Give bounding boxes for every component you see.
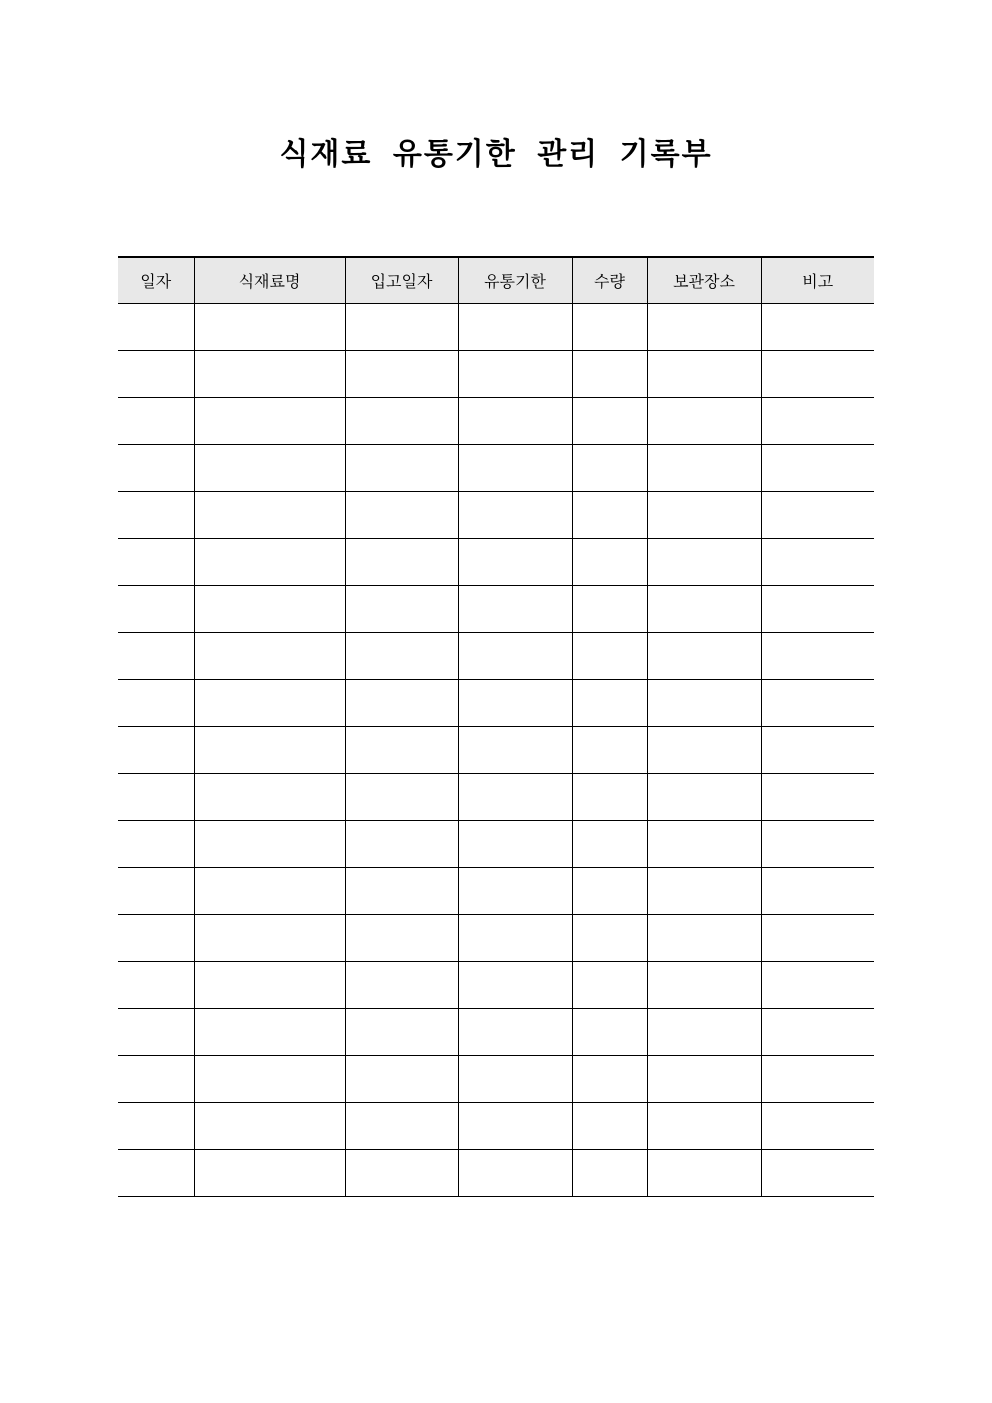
remarks-cell[interactable] [761, 491, 874, 538]
date-cell[interactable] [118, 303, 194, 350]
expiry-date-cell[interactable] [458, 632, 572, 679]
storage-location-cell[interactable] [647, 303, 761, 350]
expiry-date-cell[interactable] [458, 1102, 572, 1149]
quantity-cell[interactable] [572, 820, 647, 867]
quantity-cell[interactable] [572, 1008, 647, 1055]
ingredient-name-cell[interactable] [194, 773, 345, 820]
received-date-cell[interactable] [345, 585, 458, 632]
received-date-cell[interactable] [345, 726, 458, 773]
remarks-cell[interactable] [761, 726, 874, 773]
date-cell[interactable] [118, 820, 194, 867]
received-date-cell[interactable] [345, 773, 458, 820]
date-cell[interactable] [118, 350, 194, 397]
date-cell[interactable] [118, 961, 194, 1008]
received-date-cell[interactable] [345, 867, 458, 914]
ingredient-name-cell[interactable] [194, 820, 345, 867]
column-header-expiry-date: 유통기한 [458, 257, 572, 303]
table-row [118, 538, 874, 585]
table-row [118, 1008, 874, 1055]
expiry-date-cell[interactable] [458, 1055, 572, 1102]
table-body [118, 303, 874, 1196]
expiry-record-table [118, 256, 874, 1197]
storage-location-cell[interactable] [647, 773, 761, 820]
table-row [118, 914, 874, 961]
storage-location-cell[interactable] [647, 491, 761, 538]
header-row [118, 257, 874, 303]
expiry-date-cell[interactable] [458, 867, 572, 914]
received-date-cell[interactable] [345, 1102, 458, 1149]
table-row [118, 1102, 874, 1149]
column-header-remarks: 비고 [761, 257, 874, 303]
ingredient-name-cell[interactable] [194, 491, 345, 538]
ingredient-name-cell[interactable] [194, 914, 345, 961]
received-date-cell[interactable] [345, 1055, 458, 1102]
quantity-cell[interactable] [572, 397, 647, 444]
remarks-cell[interactable] [761, 773, 874, 820]
table-row [118, 773, 874, 820]
ingredient-name-cell[interactable] [194, 632, 345, 679]
received-date-cell[interactable] [345, 914, 458, 961]
column-header-received-date: 입고일자 [345, 257, 458, 303]
ingredient-name-cell[interactable] [194, 397, 345, 444]
expiry-date-cell[interactable] [458, 444, 572, 491]
quantity-cell[interactable] [572, 303, 647, 350]
quantity-cell[interactable] [572, 585, 647, 632]
date-cell[interactable] [118, 632, 194, 679]
quantity-cell[interactable] [572, 444, 647, 491]
table-row [118, 632, 874, 679]
date-cell[interactable] [118, 538, 194, 585]
table-header [118, 257, 874, 303]
storage-location-cell[interactable] [647, 350, 761, 397]
remarks-cell[interactable] [761, 538, 874, 585]
remarks-cell[interactable] [761, 444, 874, 491]
ingredient-name-cell[interactable] [194, 1149, 345, 1196]
date-cell[interactable] [118, 1102, 194, 1149]
date-cell[interactable] [118, 491, 194, 538]
storage-location-cell[interactable] [647, 585, 761, 632]
storage-location-cell[interactable] [647, 1055, 761, 1102]
storage-location-cell[interactable] [647, 632, 761, 679]
storage-location-cell[interactable] [647, 397, 761, 444]
ingredient-name-cell[interactable] [194, 585, 345, 632]
storage-location-cell[interactable] [647, 820, 761, 867]
table-row [118, 726, 874, 773]
received-date-cell[interactable] [345, 1008, 458, 1055]
expiry-date-cell[interactable] [458, 350, 572, 397]
date-cell[interactable] [118, 1149, 194, 1196]
quantity-cell[interactable] [572, 726, 647, 773]
ingredient-name-cell[interactable] [194, 444, 345, 491]
ingredient-name-cell[interactable] [194, 1055, 345, 1102]
quantity-cell[interactable] [572, 914, 647, 961]
expiry-date-cell[interactable] [458, 538, 572, 585]
table-row [118, 820, 874, 867]
ingredient-name-cell[interactable] [194, 1008, 345, 1055]
quantity-cell[interactable] [572, 867, 647, 914]
remarks-cell[interactable] [761, 1102, 874, 1149]
quantity-cell[interactable] [572, 1055, 647, 1102]
page-title: 식재료 유통기한 관리 기록부 [279, 137, 713, 172]
remarks-cell[interactable] [761, 867, 874, 914]
table-row [118, 491, 874, 538]
date-cell[interactable] [118, 914, 194, 961]
received-date-cell[interactable] [345, 444, 458, 491]
quantity-cell[interactable] [572, 1149, 647, 1196]
remarks-cell[interactable] [761, 350, 874, 397]
remarks-cell[interactable] [761, 397, 874, 444]
remarks-cell[interactable] [761, 632, 874, 679]
date-cell[interactable] [118, 585, 194, 632]
ingredient-name-cell[interactable] [194, 867, 345, 914]
storage-location-cell[interactable] [647, 726, 761, 773]
received-date-cell[interactable] [345, 350, 458, 397]
received-date-cell[interactable] [345, 538, 458, 585]
ingredient-name-cell[interactable] [194, 679, 345, 726]
table-row [118, 961, 874, 1008]
received-date-cell[interactable] [345, 632, 458, 679]
table-row [118, 444, 874, 491]
date-cell[interactable] [118, 867, 194, 914]
quantity-cell[interactable] [572, 773, 647, 820]
received-date-cell[interactable] [345, 1149, 458, 1196]
ingredient-name-cell[interactable] [194, 726, 345, 773]
remarks-cell[interactable] [761, 961, 874, 1008]
table-row [118, 1055, 874, 1102]
ingredient-name-cell[interactable] [194, 303, 345, 350]
storage-location-cell[interactable] [647, 867, 761, 914]
ingredient-name-cell[interactable] [194, 961, 345, 1008]
received-date-cell[interactable] [345, 303, 458, 350]
date-cell[interactable] [118, 726, 194, 773]
storage-location-cell[interactable] [647, 1102, 761, 1149]
remarks-cell[interactable] [761, 679, 874, 726]
expiry-date-cell[interactable] [458, 726, 572, 773]
remarks-cell[interactable] [761, 1008, 874, 1055]
quantity-cell[interactable] [572, 1102, 647, 1149]
date-cell[interactable] [118, 1055, 194, 1102]
expiry-date-cell[interactable] [458, 397, 572, 444]
expiry-date-cell[interactable] [458, 303, 572, 350]
quantity-cell[interactable] [572, 961, 647, 1008]
date-cell[interactable] [118, 444, 194, 491]
date-cell[interactable] [118, 679, 194, 726]
quantity-cell[interactable] [572, 491, 647, 538]
received-date-cell[interactable] [345, 491, 458, 538]
table-row [118, 1149, 874, 1196]
storage-location-cell[interactable] [647, 538, 761, 585]
ingredient-name-cell[interactable] [194, 538, 345, 585]
expiry-date-cell[interactable] [458, 585, 572, 632]
remarks-cell[interactable] [761, 820, 874, 867]
received-date-cell[interactable] [345, 679, 458, 726]
quantity-cell[interactable] [572, 538, 647, 585]
date-cell[interactable] [118, 1008, 194, 1055]
ingredient-name-cell[interactable] [194, 1102, 345, 1149]
expiry-date-cell[interactable] [458, 1008, 572, 1055]
storage-location-cell[interactable] [647, 1149, 761, 1196]
remarks-cell[interactable] [761, 1055, 874, 1102]
received-date-cell[interactable] [345, 820, 458, 867]
storage-location-cell[interactable] [647, 679, 761, 726]
expiry-date-cell[interactable] [458, 961, 572, 1008]
table-row [118, 397, 874, 444]
storage-location-cell[interactable] [647, 1008, 761, 1055]
date-cell[interactable] [118, 397, 194, 444]
quantity-cell[interactable] [572, 632, 647, 679]
storage-location-cell[interactable] [647, 444, 761, 491]
table-row [118, 350, 874, 397]
storage-location-cell[interactable] [647, 914, 761, 961]
column-header-storage-location: 보관장소 [647, 257, 761, 303]
column-header-ingredient-name: 식재료명 [194, 257, 345, 303]
remarks-cell[interactable] [761, 914, 874, 961]
date-cell[interactable] [118, 773, 194, 820]
expiry-date-cell[interactable] [458, 773, 572, 820]
table-row [118, 867, 874, 914]
received-date-cell[interactable] [345, 397, 458, 444]
quantity-cell[interactable] [572, 350, 647, 397]
received-date-cell[interactable] [345, 961, 458, 1008]
remarks-cell[interactable] [761, 1149, 874, 1196]
remarks-cell[interactable] [761, 303, 874, 350]
expiry-date-cell[interactable] [458, 914, 572, 961]
expiry-date-cell[interactable] [458, 491, 572, 538]
table-row [118, 585, 874, 632]
ingredient-name-cell[interactable] [194, 350, 345, 397]
table-row [118, 679, 874, 726]
table-row [118, 303, 874, 350]
remarks-cell[interactable] [761, 585, 874, 632]
expiry-date-cell[interactable] [458, 820, 572, 867]
column-header-quantity: 수량 [572, 257, 647, 303]
expiry-date-cell[interactable] [458, 679, 572, 726]
expiry-date-cell[interactable] [458, 1149, 572, 1196]
column-header-date: 일자 [118, 257, 194, 303]
quantity-cell[interactable] [572, 679, 647, 726]
storage-location-cell[interactable] [647, 961, 761, 1008]
